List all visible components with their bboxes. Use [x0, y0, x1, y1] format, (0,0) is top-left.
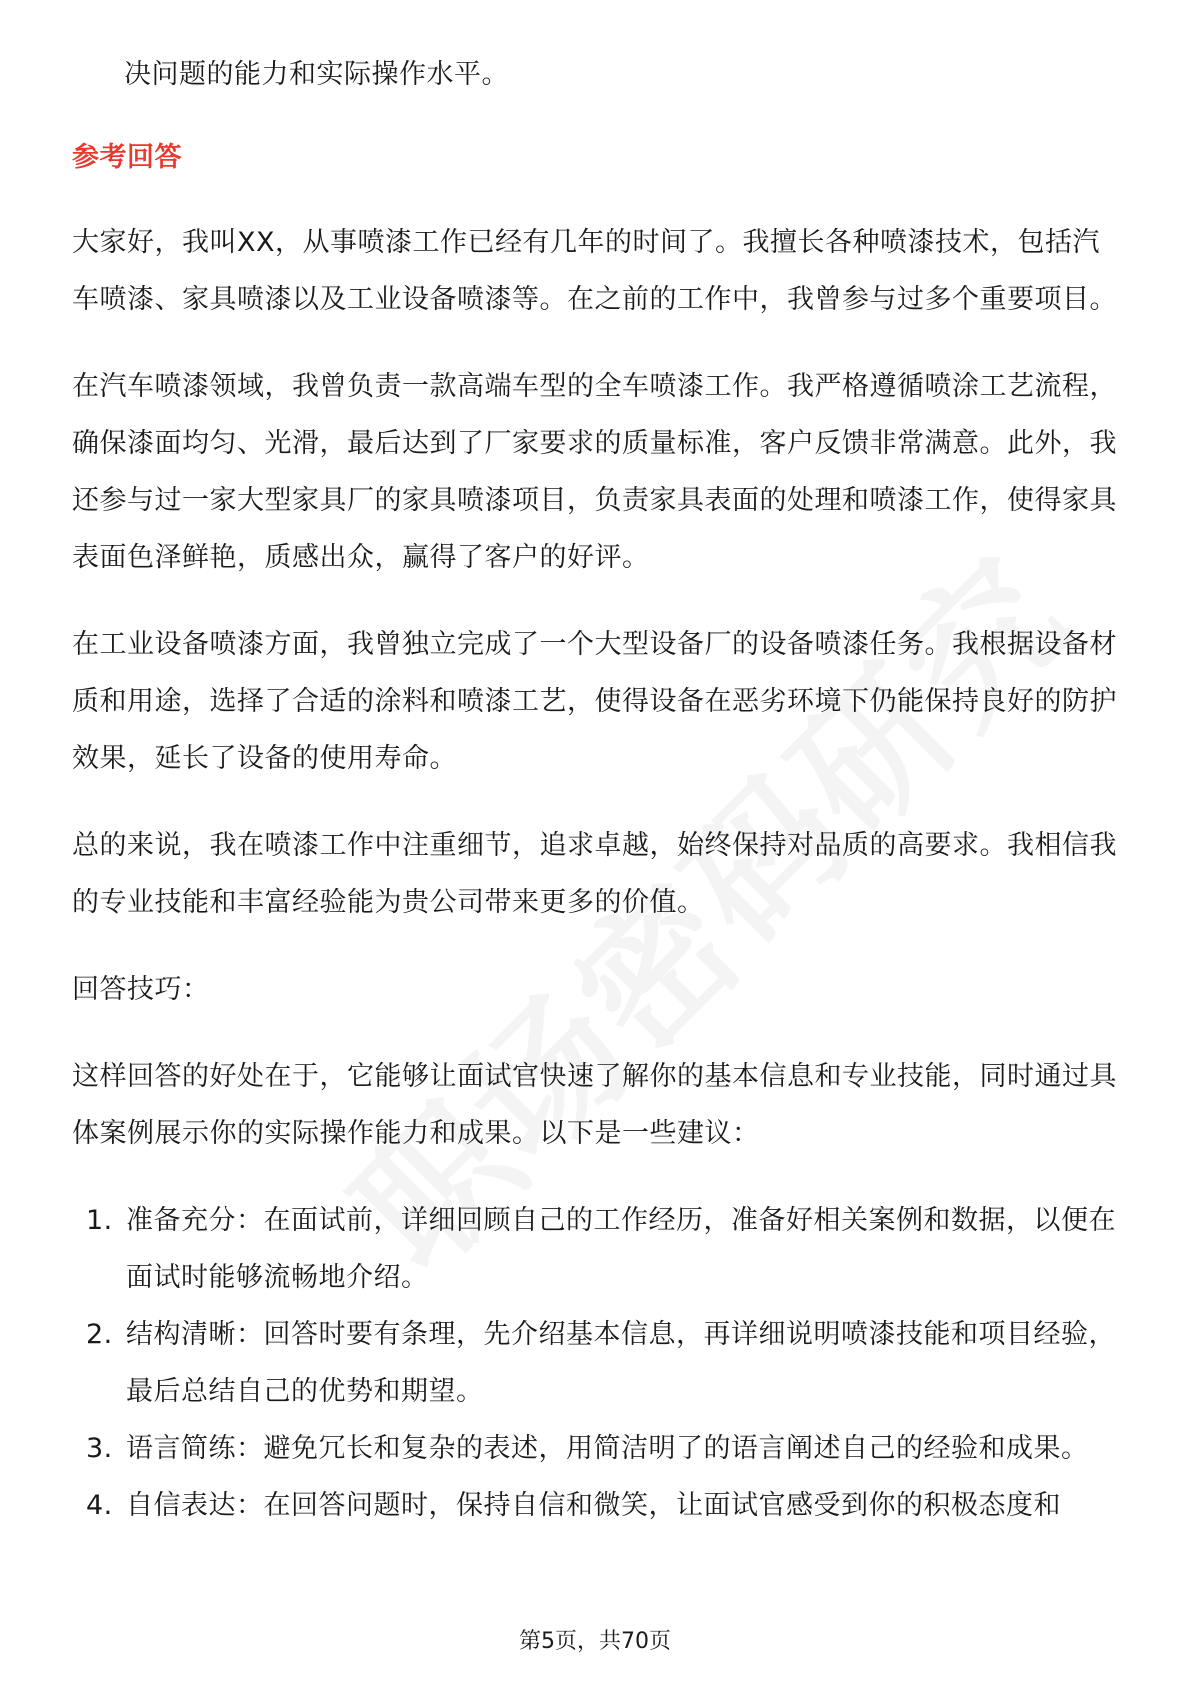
page-footer: 第5页，共70页 [519, 1629, 671, 1654]
tip-number: 3. [86, 1433, 113, 1464]
tips-intro: 这样回答的好处在于，它能够让面试官快速了解你的基本信息和专业技能，同时通过具体案例展示你的实际操作能力和成果。以下是一些建议： [72, 1061, 1117, 1149]
answer-paragraph-2: 在汽车喷漆领域，我曾负责一款高端车型的全车喷漆工作。我严格遵循喷涂工艺流程，确保漆面均匀、光滑，最后达到了厂家要求的质量标准，客户反馈非常满意。此外，我还参与过一家大型家具厂的家具喷漆项目，负责家具表面的处理和喷漆工作，使得家具表面色泽鲜艳，质感出众，赢得了客户的好评。 [72, 371, 1117, 573]
tip-item-4 [72, 1477, 1122, 1534]
tips-label: 回答技巧： [72, 974, 210, 1005]
tips-list [72, 1192, 1122, 1534]
tip-item-1 [72, 1192, 1122, 1306]
section-title: 参考回答 [72, 142, 182, 173]
answer-paragraph-3: 在工业设备喷漆方面，我曾独立完成了一个大型设备厂的设备喷漆任务。我根据设备材质和用途，选择了合适的涂料和喷漆工艺，使得设备在恶劣环境下仍能保持良好的防护效果，延长了设备的使用寿命。 [72, 629, 1117, 774]
tip-text: 语言简练：避免冗长和复杂的表述，用简洁明了的语言阐述自己的经验和成果。 [126, 1433, 1089, 1464]
tip-text: 结构清晰：回答时要有条理，先介绍基本信息，再详细说明喷漆技能和项目经验，最后总结自己的优势和期望。 [126, 1319, 1116, 1407]
answer-paragraph-1: 大家好，我叫XX，从事喷漆工作已经有几年的时间了。我擅长各种喷漆技术，包括汽车喷漆、家具喷漆以及工业设备喷漆等。在之前的工作中，我曾参与过多个重要项目。 [72, 227, 1117, 315]
tip-text: 准备充分：在面试前，详细回顾自己的工作经历，准备好相关案例和数据，以便在面试时能够流畅地介绍。 [126, 1205, 1116, 1293]
tip-item-3 [72, 1420, 1122, 1477]
continuation-text: 决问题的能力和实际操作水平。 [124, 59, 509, 90]
document-content [72, 46, 1122, 1534]
tip-number: 4. [86, 1490, 113, 1521]
tip-item-2 [72, 1306, 1122, 1420]
answer-paragraph-4: 总的来说，我在喷漆工作中注重细节，追求卓越，始终保持对品质的高要求。我相信我的专业技能和丰富经验能为贵公司带来更多的价值。 [72, 830, 1117, 918]
tip-text: 自信表达：在回答问题时，保持自信和微笑，让面试官感受到你的积极态度和 [126, 1490, 1061, 1521]
tip-number: 2. [86, 1319, 113, 1350]
tip-number: 1. [86, 1205, 113, 1236]
